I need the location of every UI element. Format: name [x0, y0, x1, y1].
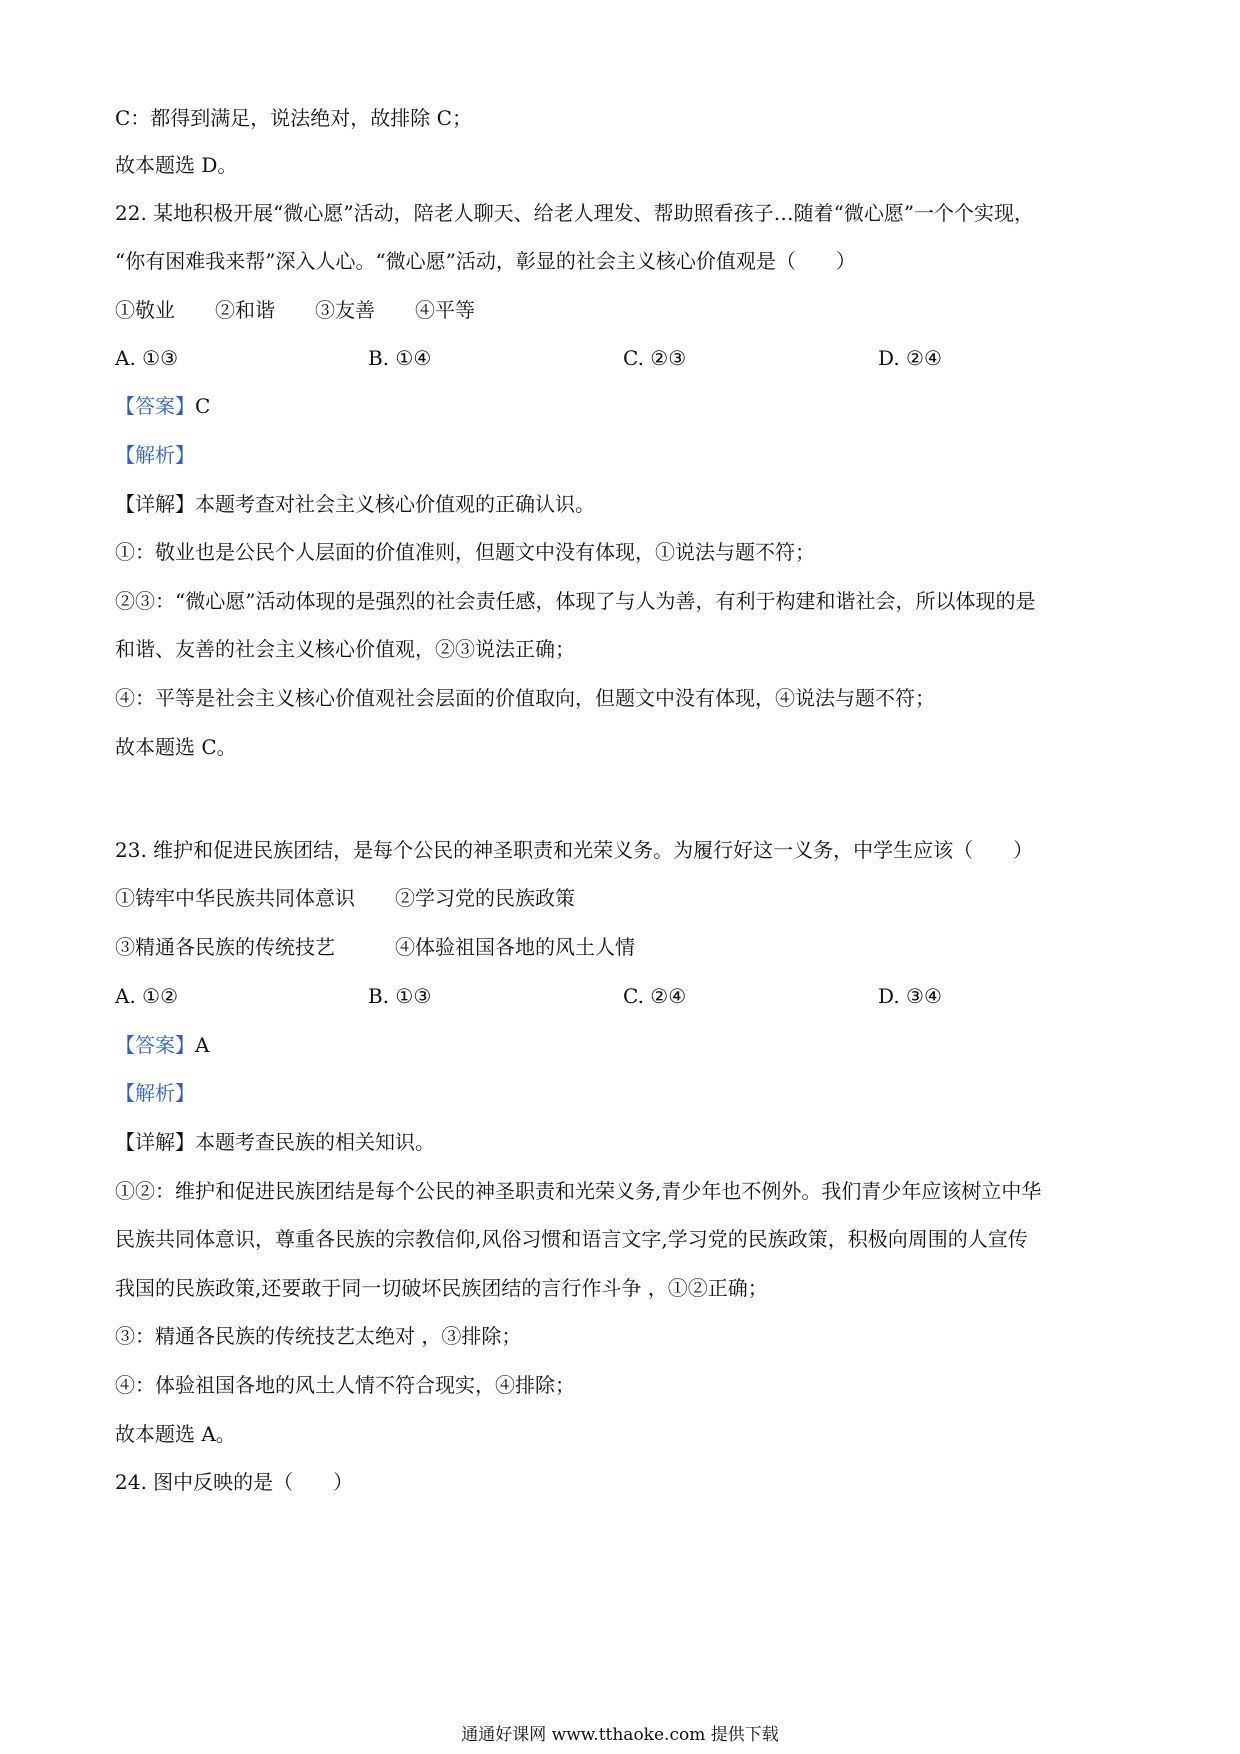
text-line: ①②：维护和促进民族团结是每个公民的神圣职责和光荣义务,青少年也不例外。我们青少年应该树立中华	[115, 1179, 1042, 1203]
question-23-option-a: A. ①②	[115, 984, 179, 1008]
text-line: ④：平等是社会主义核心价值观社会层面的价值取向，但题文中没有体现，④说法与题不符；	[115, 686, 935, 710]
detail-tag: 【详解】	[115, 1130, 195, 1154]
detail-text: 本题考查对社会主义核心价值观的正确认识。	[195, 492, 595, 516]
question-22-stem-cont: “你有困难我来帮”深入人心。“微心愿”活动，彰显的社会主义核心价值观是（ ）	[115, 249, 856, 273]
text-line: ④：体验祖国各地的风土人情不符合现实，④排除；	[115, 1373, 575, 1397]
question-23-detail	[115, 1128, 435, 1156]
analysis-tag: 【解析】	[115, 1081, 195, 1105]
question-24-stem: 24. 图中反映的是（ ）	[115, 1470, 354, 1494]
question-22-analysis	[115, 441, 195, 469]
question-23-stem: 23. 维护和促进民族团结，是每个公民的神圣职责和光荣义务。为履行好这一义务，中学生应该（ ）	[115, 838, 1034, 862]
text-line: 民族共同体意识，尊重各民族的宗教信仰,风俗习惯和语言文字,学习党的民族政策，积极向周围的人宣传	[115, 1227, 1028, 1251]
text-line: 和谐、友善的社会主义核心价值观，②③说法正确；	[115, 637, 575, 661]
text-line: 故本题选 A。	[115, 1422, 236, 1446]
question-22-answer	[115, 392, 210, 420]
question-22-option-a: A. ①③	[115, 346, 179, 370]
answer-tag: 【答案】	[115, 1033, 195, 1057]
question-23-option-d: D. ③④	[878, 984, 942, 1008]
question-22-option-c: C. ②③	[623, 346, 687, 370]
answer-tag: 【答案】	[115, 394, 195, 418]
text-line: C：都得到满足，说法绝对，故排除 C；	[115, 106, 472, 130]
question-23-option-c: C. ②④	[623, 984, 687, 1008]
question-23-items: ①铸牢中华民族共同体意识 ②学习党的民族政策	[115, 886, 575, 910]
detail-text: 本题考查民族的相关知识。	[195, 1130, 435, 1154]
question-23-items: ③精通各民族的传统技艺 ④体验祖国各地的风土人情	[115, 935, 635, 959]
answer-value: C	[195, 394, 211, 418]
detail-tag: 【详解】	[115, 492, 195, 516]
question-23-option-b: B. ①③	[368, 984, 432, 1008]
question-22-items: ①敬业 ②和谐 ③友善 ④平等	[115, 298, 475, 322]
question-22-detail	[115, 490, 595, 518]
analysis-tag: 【解析】	[115, 443, 195, 467]
question-22-option-b: B. ①④	[368, 346, 432, 370]
text-line: ③：精通各民族的传统技艺太绝对 ，③排除；	[115, 1324, 522, 1348]
question-23-analysis	[115, 1079, 195, 1107]
question-23-answer	[115, 1031, 209, 1059]
question-22-option-d: D. ②④	[878, 346, 942, 370]
text-line: 故本题选 D。	[115, 153, 238, 177]
text-line: 我国的民族政策,还要敢于同一切破坏民族团结的言行作斗争 ，①②正确；	[115, 1276, 768, 1300]
page-footer: 通通好课网 www.tthaoke.com 提供下载	[461, 1725, 779, 1745]
question-22-stem: 22. 某地积极开展“微心愿”活动，陪老人聊天、给老人理发、帮助照看孩子…随着“微心愿”一个个实现，	[115, 201, 1035, 225]
answer-value: A	[195, 1033, 210, 1057]
text-line: 故本题选 C。	[115, 735, 237, 759]
text-line: ②③：“微心愿”活动体现的是强烈的社会责任感，体现了与人为善，有利于构建和谐社会，所以体现的是	[115, 589, 1036, 613]
text-line: ①：敬业也是公民个人层面的价值准则，但题文中没有体现，①说法与题不符；	[115, 540, 815, 564]
